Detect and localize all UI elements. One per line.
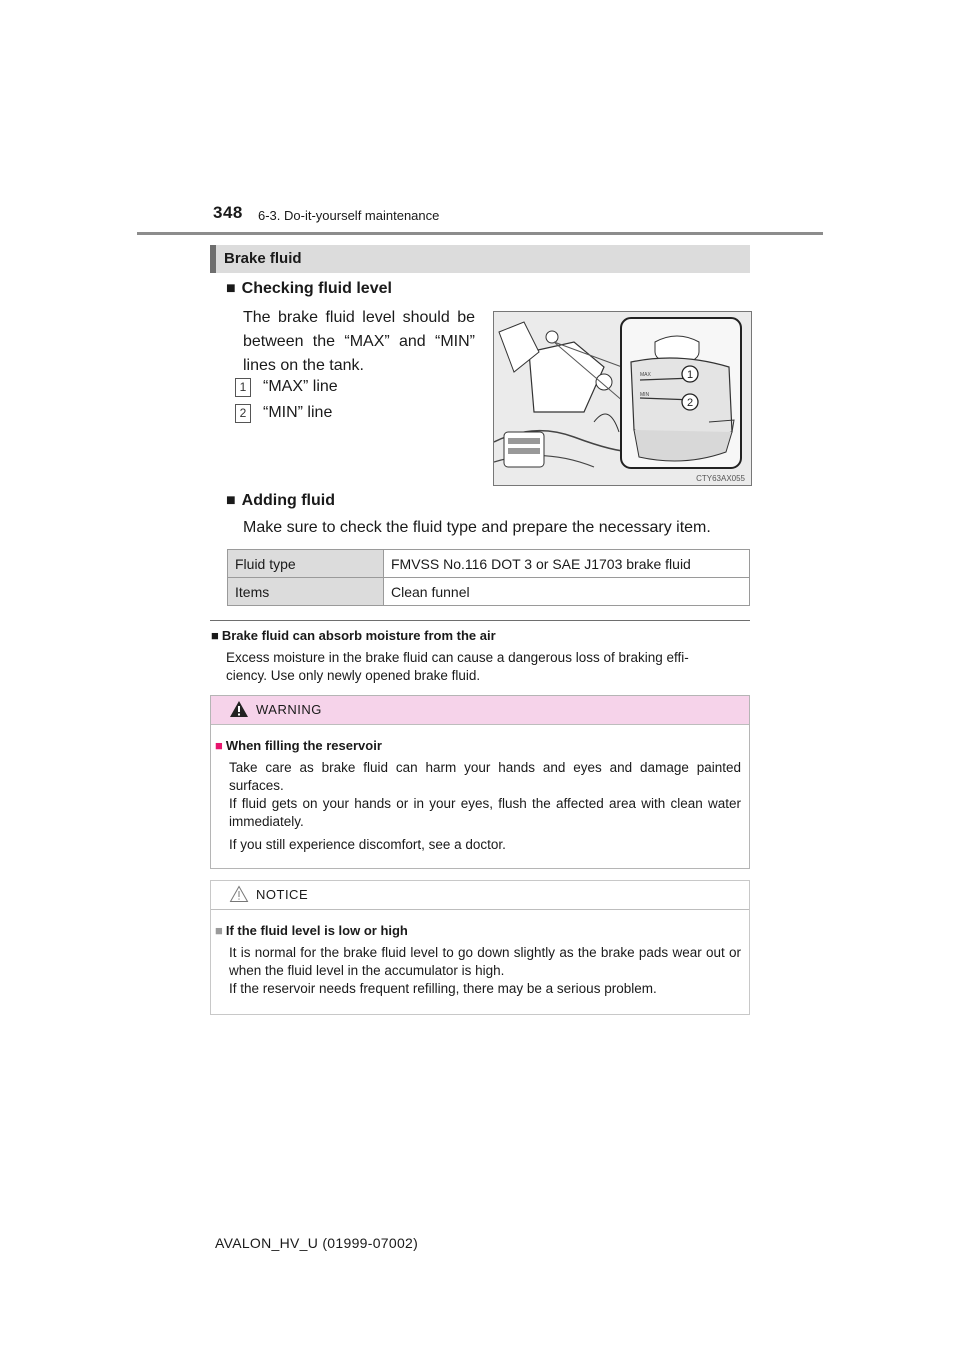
- table-key: Items: [228, 578, 384, 606]
- checking-line-1: The brake fluid level should be: [243, 309, 475, 326]
- callout-number: 1: [235, 378, 251, 397]
- callout-label: “MAX” line: [263, 378, 338, 395]
- callout-number: 2: [235, 404, 251, 423]
- warning-label: WARNING: [256, 702, 322, 717]
- note-heading-text: Brake fluid can absorb moisture from the air: [221, 628, 496, 643]
- callout-max: [235, 378, 435, 402]
- chapter-title: 6-3. Do-it-yourself maintenance: [258, 208, 440, 223]
- notice-paragraph: If the reservoir needs frequent refilling, there may be a serious problem.: [229, 981, 657, 996]
- reservoir-illustration: [493, 311, 752, 486]
- warning-box: [210, 695, 750, 869]
- table-row: [228, 550, 750, 578]
- page-number: 348: [213, 203, 243, 222]
- notice-heading: [215, 923, 408, 938]
- min-mark-text: MIN: [640, 392, 650, 398]
- note-heading: [211, 628, 496, 643]
- callout-label: “MIN” line: [263, 404, 333, 421]
- note-line-2: ciency. Use only newly opened brake fluid.: [226, 668, 481, 683]
- notice-heading-text: If the fluid level is low or high: [225, 923, 408, 938]
- warning-paragraph: If fluid gets on your hands or in your eyes, flush the affected area with clean water immediately.: [229, 796, 741, 829]
- callout-min: [235, 404, 435, 428]
- header-divider: [137, 232, 823, 235]
- image-callout-2: 2: [686, 397, 694, 409]
- engine-bay-illustration: [494, 312, 751, 485]
- notice-paragraph: It is normal for the brake fluid level to go down slightly as the brake pads wear out or when the fluid level in the accumulator is high.: [229, 945, 741, 978]
- image-callout-1: 1: [686, 369, 694, 381]
- checking-line-2: between the “MAX” and “MIN”: [243, 333, 475, 350]
- image-code: CTY63AX055: [696, 474, 745, 483]
- notice-label: NOTICE: [256, 887, 309, 902]
- warning-heading-text: When filling the reservoir: [225, 738, 382, 753]
- note-line-1: Excess moisture in the brake fluid can cause a dangerous loss of braking effi-: [226, 650, 689, 665]
- checking-heading: [226, 280, 392, 298]
- table-row: [228, 578, 750, 606]
- notice-box: [210, 880, 750, 1015]
- adding-heading: [226, 492, 335, 510]
- warning-heading: [215, 738, 382, 753]
- footer-model-code: AVALON_HV_U (01999-07002): [215, 1235, 419, 1251]
- checking-line-3: lines on the tank.: [243, 357, 364, 374]
- warning-header: [211, 696, 749, 725]
- square-bullet-icon: ■: [226, 280, 236, 297]
- warning-triangle-icon: [229, 700, 249, 718]
- adding-heading-text: Adding fluid: [241, 492, 335, 509]
- adding-text: Make sure to check the fluid type and prepare the necessary item.: [243, 519, 711, 536]
- warning-paragraph: Take care as brake fluid can harm your hands and eyes and damage painted surfaces.: [229, 760, 741, 793]
- table-value: Clean funnel: [384, 578, 750, 606]
- table-key: Fluid type: [228, 550, 384, 578]
- square-bullet-icon: ■: [215, 923, 223, 938]
- note-divider: [210, 620, 750, 621]
- checking-heading-text: Checking fluid level: [241, 280, 392, 297]
- section-header: [210, 245, 750, 273]
- table-value: FMVSS No.116 DOT 3 or SAE J1703 brake fluid: [384, 550, 750, 578]
- square-bullet-icon: ■: [226, 492, 236, 509]
- warning-paragraph: If you still experience discomfort, see a doctor.: [229, 837, 506, 852]
- section-title: Brake fluid: [224, 250, 302, 267]
- caution-triangle-icon: [229, 885, 249, 903]
- notice-header: [211, 881, 749, 910]
- max-mark-text: MAX: [640, 372, 651, 378]
- square-bullet-icon: ■: [215, 738, 223, 753]
- section-accent: [210, 245, 216, 273]
- fluid-spec-table: [227, 549, 750, 606]
- square-bullet-icon: ■: [211, 628, 219, 643]
